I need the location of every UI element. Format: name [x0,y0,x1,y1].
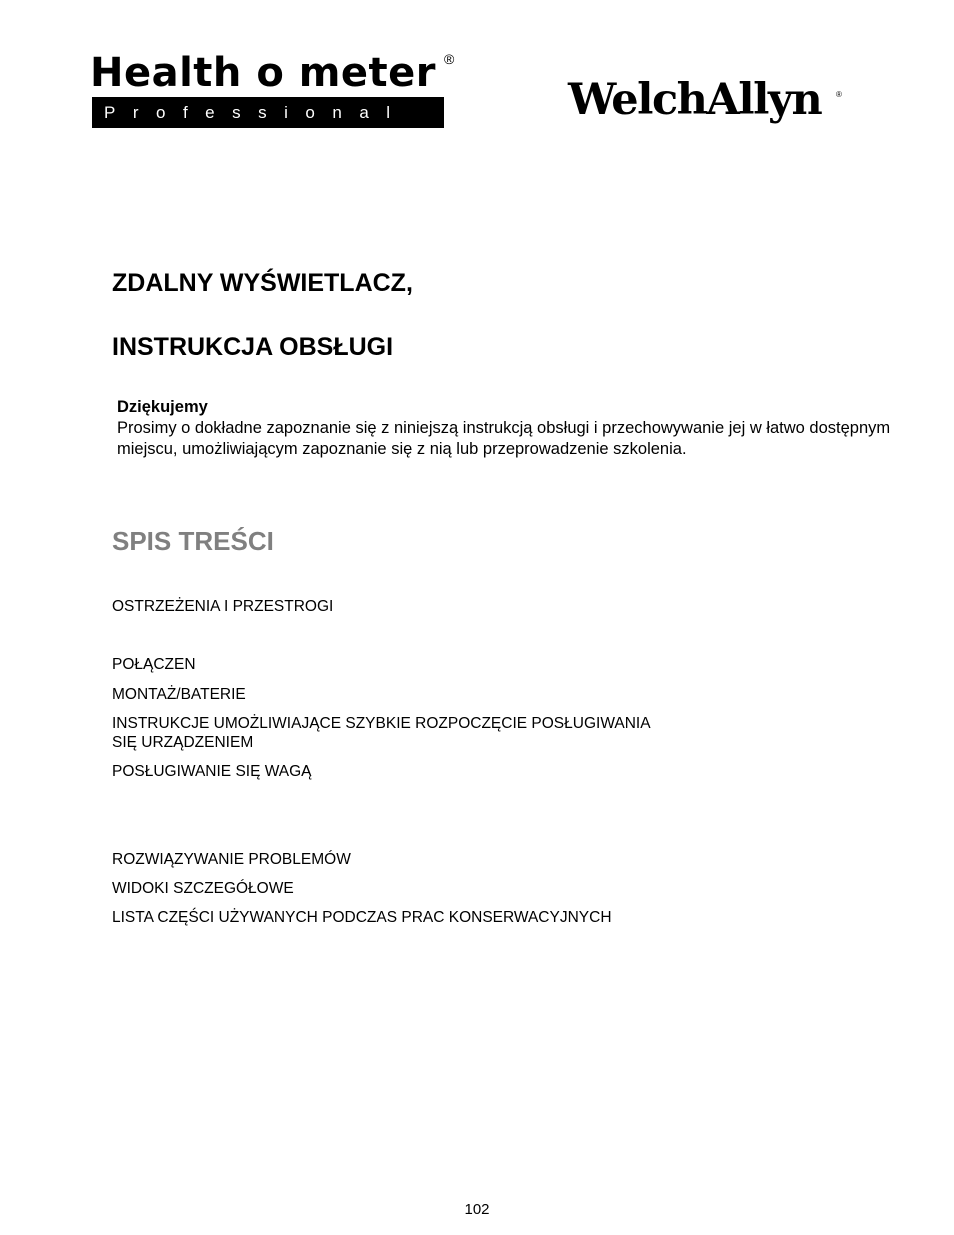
document-title-line-2: INSTRUKCJA OBSŁUGI [112,333,394,361]
health-o-meter-logo [90,52,458,132]
welch-allyn-logo-name: WelchAllyn [568,75,822,125]
registered-mark: ® [444,51,455,67]
health-o-meter-logo-subtitle: Professional [92,97,442,128]
logo-bar-edge [442,97,444,128]
toc-item-connections: POŁĄCZEN [112,656,196,673]
document-title-line-1: ZDALNY WYŚWIETLACZ, [112,269,413,297]
toc-item-quick-start: INSTRUKCJE UMOŻLIWIAJĄCE SZYBKIE ROZPOCZĘCIE POSŁUGIWANIA [112,715,651,732]
thanks-heading: Dziękujemy [117,398,208,416]
toc-item-mounting-batteries: MONTAŻ/BATERIE [112,686,246,703]
toc-heading: SPIS TREŚCI [112,526,274,556]
health-o-meter-logo-name: Health o meter [90,50,437,96]
welch-allyn-logo [568,70,848,140]
toc-item-warnings: OSTRZEŻENIA I PRZESTROGI [112,598,334,615]
thanks-body: Prosimy o dokładne zapoznanie się z niniejszą instrukcją obsługi i przechowywanie jej w łatwo dostępnym miejscu, umożliwiającym zapoznanie się z nią lub przeprowadzenie szkolenia. [117,419,891,458]
toc-item-troubleshooting: ROZWIĄZYWANIE PROBLEMÓW [112,851,351,868]
toc-item-quick-start-continued: SIĘ URZĄDZENIEM [112,734,254,751]
toc-item-parts-list: LISTA CZĘŚCI UŻYWANYCH PODCZAS PRAC KONSERWACYJNYCH [112,909,612,926]
page-number: 102 [464,1201,490,1218]
toc-item-operating-scale: POSŁUGIWANIE SIĘ WAGĄ [112,763,312,780]
registered-mark: ® [836,90,842,99]
toc-item-detailed-views: WIDOKI SZCZEGÓŁOWE [112,880,294,897]
